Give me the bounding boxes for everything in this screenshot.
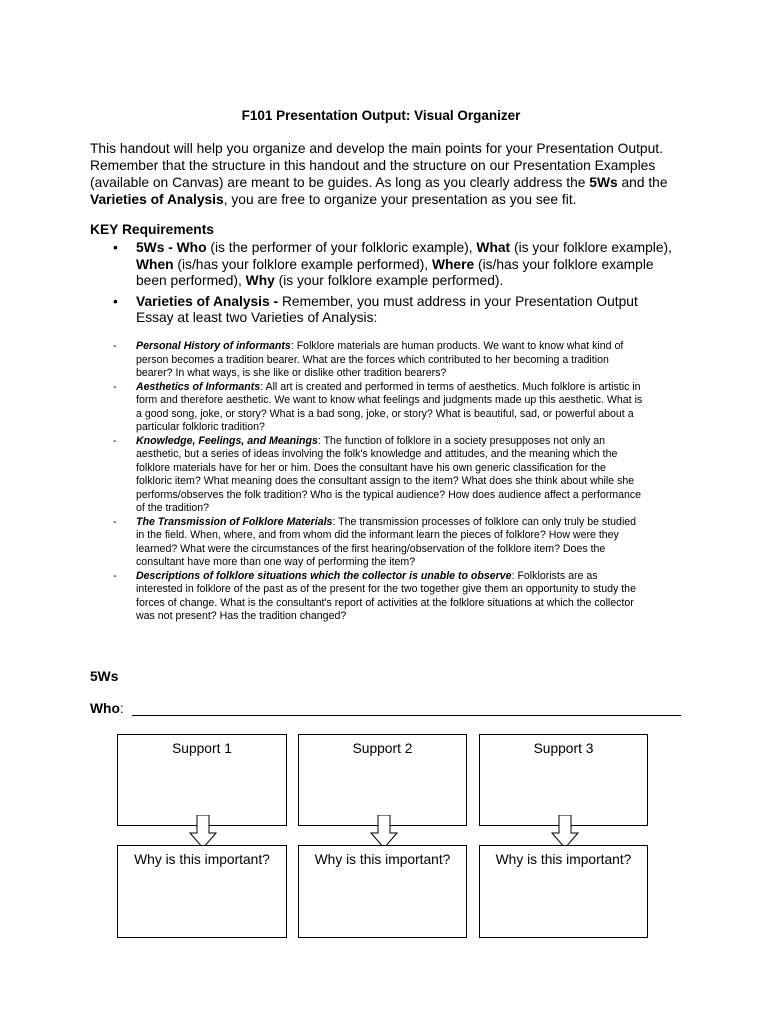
- bullet-varieties-text: Remember, you must address in your Presentation Output Essay at least two Varieties of Analysis:: [136, 293, 638, 325]
- variety-item: [113, 435, 643, 516]
- variety-title: Aesthetics of Informants: [136, 380, 261, 393]
- who-label: [90, 701, 124, 716]
- dash: -: [113, 515, 117, 528]
- support-label: Support 2: [352, 741, 413, 756]
- varieties-list: [113, 340, 643, 624]
- intro-varieties: Varieties of Analysis: [90, 192, 224, 207]
- page-title: F101 Presentation Output: Visual Organizer: [241, 108, 521, 123]
- intro-5ws: 5Ws: [589, 175, 618, 190]
- dash: -: [113, 380, 117, 393]
- down-arrow-icon: [551, 815, 579, 849]
- bullet-5ws-text: (is your folklore example performed).: [274, 273, 504, 288]
- variety-title: The Transmission of Folklore Materials: [136, 515, 333, 528]
- bullet-5ws-text: (is the performer of your folkloric example),: [206, 240, 477, 255]
- intro-text-1: This handout will help you organize and develop the main points for your Presentation Output. Remember that the structure in this handout and the structure on our Presentation Examples (available on Canvas) are meant to be guides. As long as you clearly address the: [90, 141, 663, 190]
- bullet-5ws-when: When: [136, 256, 174, 272]
- bullet-varieties-lead: Varieties of Analysis -: [136, 293, 282, 309]
- support-box-2[interactable]: [298, 734, 467, 826]
- variety-text: : The transmission processes of folklore can only truly be studied in the field. When, where, and from whom did the informant learn the pieces of folklore? How were they learned? What were the circumstances of the first hearing/observation of the folklore item? Does the consultant have more than one way of performing the item?: [136, 515, 637, 568]
- why-label: Why is this important?: [495, 852, 632, 867]
- variety-item: [113, 381, 643, 435]
- bullet-5ws-why: Why: [245, 273, 275, 288]
- variety-item: [113, 570, 643, 624]
- bullet-5ws-where: Where: [431, 256, 475, 272]
- variety-text: : All art is created and performed in terms of aesthetics. Much folklore is artistic in form and therefore aesthetic. We want to know what feelings and judgments made up this aesthetic. What is a good song, joke, or story? What is a bad song, joke, or story? What is beautiful, sad, or powerful about a particular folkloric tradition?: [136, 380, 643, 433]
- down-arrow-icon: [189, 815, 217, 849]
- variety-title: Descriptions of folklore situations which the collector is unable to observe: [136, 569, 512, 582]
- variety-text: : The function of folklore in a society presupposes not only an aesthetic, but a series of ideas involving the folk's knowledge and attitudes, and the meaning which the folklore materials have for her or him. Does the consultant have his own generic classification for the folkloric item? What meaning does the consultant assign to the item? What does she think about while she performs/observes the folk tradition? Who is the typical audience? How does audience affect a performance of the tradition?: [136, 434, 642, 514]
- dash: -: [113, 340, 117, 352]
- why-label: Why is this important?: [134, 852, 270, 867]
- why-box-3[interactable]: [479, 845, 648, 938]
- key-requirements-list: [113, 240, 673, 331]
- who-label-text: Who: [90, 701, 120, 716]
- variety-title: Personal History of informants: [136, 340, 291, 352]
- dash: -: [113, 569, 117, 582]
- variety-title: Knowledge, Feelings, and Meanings: [136, 434, 318, 447]
- down-arrow-icon: [370, 815, 398, 849]
- why-label: Why is this important?: [314, 852, 451, 867]
- bullet-5ws-text: (is your folklore example),: [510, 240, 672, 255]
- intro-paragraph: [90, 140, 680, 208]
- who-colon: :: [119, 701, 124, 716]
- variety-item: [113, 516, 643, 570]
- bullet-dot: •: [113, 293, 118, 309]
- why-box-2[interactable]: [298, 845, 467, 938]
- bullet-5ws: [113, 240, 673, 290]
- fivews-heading: 5Ws: [90, 669, 119, 684]
- bullet-5ws-lead: 5Ws - Who: [136, 240, 207, 255]
- bullet-5ws-text: (is/has your folklore example been performed),: [136, 256, 654, 288]
- key-requirements-heading: KEY Requirements: [90, 222, 214, 237]
- variety-text: : Folklorists are as interested in folklore of the past as of the present for the two together give them an opportunity to study the forces of change. What is the consultant's report of activities at the folklore situations at which the collector was not present? Has the tradition changed?: [136, 569, 636, 622]
- bullet-5ws-text: (is/has your folklore example performed),: [173, 256, 432, 272]
- support-label: Support 3: [533, 741, 594, 756]
- who-answer-line[interactable]: [132, 715, 681, 716]
- intro-text-3: , you are free to organize your presentation as you see fit.: [223, 192, 577, 207]
- support-box-3[interactable]: [479, 734, 648, 826]
- dash: -: [113, 434, 117, 447]
- support-box-1[interactable]: [117, 734, 287, 826]
- support-label: Support 1: [172, 741, 232, 756]
- intro-text-2: and the: [617, 175, 668, 190]
- bullet-dot: •: [113, 240, 118, 255]
- variety-text: : Folklore materials are human products. We want to know what kind of person becomes a tradition bearer. What are the forces which contributed to her becoming a tradition bearer? In what ways, is she like or dislike other tradition bearers?: [136, 340, 624, 379]
- bullet-5ws-what: What: [476, 240, 511, 255]
- why-box-1[interactable]: [117, 845, 287, 938]
- bullet-varieties: [113, 294, 673, 327]
- variety-item: [113, 340, 643, 381]
